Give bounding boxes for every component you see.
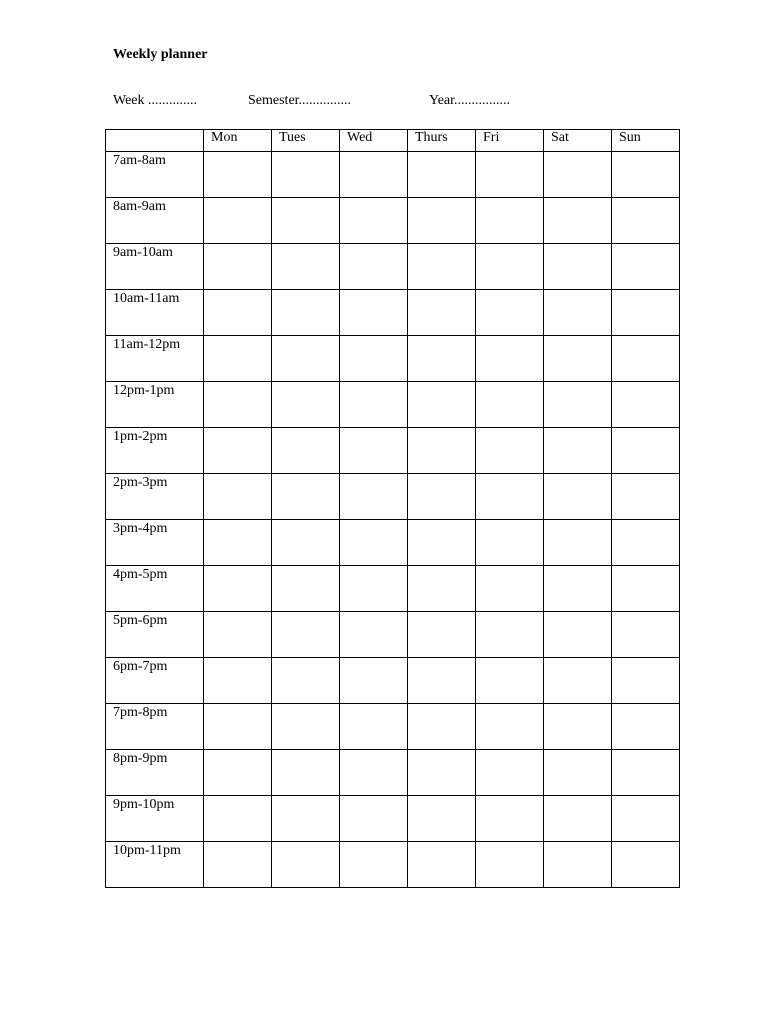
planner-cell[interactable] [340, 336, 408, 382]
day-header-sun: Sun [612, 130, 680, 152]
time-slot-label: 12pm-1pm [106, 382, 204, 428]
weekly-planner-table [105, 129, 680, 888]
planner-cell[interactable] [544, 566, 612, 612]
table-row [106, 750, 680, 796]
planner-cell[interactable] [476, 704, 544, 750]
planner-cell[interactable] [476, 612, 544, 658]
year-field[interactable]: Year................ [429, 93, 511, 108]
table-row [106, 290, 680, 336]
planner-cell[interactable] [612, 428, 680, 474]
planner-cell[interactable] [408, 382, 476, 428]
planner-cell[interactable] [408, 704, 476, 750]
planner-cell[interactable] [476, 750, 544, 796]
planner-cell[interactable] [476, 244, 544, 290]
day-header-tues: Tues [272, 130, 340, 152]
planner-cell[interactable] [272, 290, 340, 336]
time-slot-label: 2pm-3pm [106, 474, 204, 520]
planner-cell[interactable] [272, 336, 340, 382]
planner-cell[interactable] [612, 474, 680, 520]
time-slot-label: 8am-9am [106, 198, 204, 244]
planner-cell[interactable] [408, 612, 476, 658]
planner-cell[interactable] [204, 152, 272, 198]
planner-cell[interactable] [272, 750, 340, 796]
time-slot-label: 11am-12pm [106, 336, 204, 382]
planner-cell[interactable] [340, 704, 408, 750]
planner-cell[interactable] [340, 842, 408, 888]
time-slot-label: 10pm-11pm [106, 842, 204, 888]
planner-cell[interactable] [544, 612, 612, 658]
table-row [106, 152, 680, 198]
table-row [106, 566, 680, 612]
planner-cell[interactable] [204, 612, 272, 658]
time-slot-label: 9am-10am [106, 244, 204, 290]
planner-cell[interactable] [340, 244, 408, 290]
planner-cell[interactable] [340, 474, 408, 520]
planner-cell[interactable] [408, 198, 476, 244]
table-row [106, 382, 680, 428]
planner-cell[interactable] [476, 520, 544, 566]
planner-cell[interactable] [272, 842, 340, 888]
planner-cell[interactable] [544, 152, 612, 198]
planner-cell[interactable] [612, 750, 680, 796]
planner-cell[interactable] [272, 382, 340, 428]
planner-cell[interactable] [408, 796, 476, 842]
planner-cell[interactable] [272, 244, 340, 290]
time-slot-label: 7pm-8pm [106, 704, 204, 750]
planner-cell[interactable] [340, 290, 408, 336]
planner-cell[interactable] [612, 704, 680, 750]
planner-cell[interactable] [612, 842, 680, 888]
table-row [106, 198, 680, 244]
planner-cell[interactable] [204, 428, 272, 474]
planner-cell[interactable] [340, 796, 408, 842]
planner-cell[interactable] [204, 842, 272, 888]
table-row [106, 796, 680, 842]
semester-field[interactable]: Semester............... [248, 93, 352, 108]
planner-cell[interactable] [476, 566, 544, 612]
planner-cell[interactable] [476, 658, 544, 704]
table-row [106, 520, 680, 566]
planner-cell[interactable] [612, 612, 680, 658]
planner-cell[interactable] [544, 658, 612, 704]
time-slot-label: 3pm-4pm [106, 520, 204, 566]
table-row [106, 244, 680, 290]
planner-cell[interactable] [340, 658, 408, 704]
table-row [106, 336, 680, 382]
day-header-wed: Wed [340, 130, 408, 152]
planner-cell[interactable] [544, 842, 612, 888]
planner-cell[interactable] [612, 244, 680, 290]
planner-cell[interactable] [544, 704, 612, 750]
planner-cell[interactable] [476, 336, 544, 382]
planner-cell[interactable] [612, 520, 680, 566]
planner-cell[interactable] [272, 796, 340, 842]
planner-cell[interactable] [340, 566, 408, 612]
planner-cell[interactable] [408, 842, 476, 888]
time-slot-label: 9pm-10pm [106, 796, 204, 842]
planner-cell[interactable] [544, 474, 612, 520]
time-slot-label: 10am-11am [106, 290, 204, 336]
planner-cell[interactable] [272, 566, 340, 612]
planner-cell[interactable] [476, 842, 544, 888]
time-slot-label: 1pm-2pm [106, 428, 204, 474]
planner-cell[interactable] [408, 428, 476, 474]
planner-cell[interactable] [408, 244, 476, 290]
planner-cell[interactable] [340, 612, 408, 658]
planner-cell[interactable] [612, 198, 680, 244]
planner-cell[interactable] [272, 428, 340, 474]
planner-cell[interactable] [476, 198, 544, 244]
planner-cell[interactable] [272, 198, 340, 244]
planner-cell[interactable] [612, 796, 680, 842]
planner-cell[interactable] [408, 566, 476, 612]
planner-cell[interactable] [544, 336, 612, 382]
time-slot-label: 7am-8am [106, 152, 204, 198]
planner-cell[interactable] [204, 796, 272, 842]
planner-cell[interactable] [612, 290, 680, 336]
planner-cell[interactable] [204, 290, 272, 336]
planner-cell[interactable] [408, 290, 476, 336]
planner-cell[interactable] [408, 474, 476, 520]
page-title: Weekly planner [113, 47, 208, 62]
planner-cell[interactable] [544, 428, 612, 474]
day-header-thurs: Thurs [408, 130, 476, 152]
planner-cell[interactable] [204, 566, 272, 612]
planner-cell[interactable] [204, 474, 272, 520]
table-row [106, 612, 680, 658]
day-header-fri: Fri [476, 130, 544, 152]
planner-cell[interactable] [476, 796, 544, 842]
planner-cell[interactable] [204, 750, 272, 796]
table-row [106, 842, 680, 888]
planner-cell[interactable] [476, 152, 544, 198]
day-header-sat: Sat [544, 130, 612, 152]
planner-cell[interactable] [408, 520, 476, 566]
planner-cell[interactable] [272, 152, 340, 198]
day-header-mon: Mon [204, 130, 272, 152]
planner-cell[interactable] [272, 612, 340, 658]
planner-cell[interactable] [340, 198, 408, 244]
time-slot-label: 8pm-9pm [106, 750, 204, 796]
planner-cell[interactable] [272, 520, 340, 566]
planner-cell[interactable] [340, 382, 408, 428]
planner-cell[interactable] [544, 244, 612, 290]
table-row [106, 474, 680, 520]
planner-cell[interactable] [408, 336, 476, 382]
planner-cell[interactable] [272, 658, 340, 704]
planner-cell[interactable] [204, 382, 272, 428]
planner-cell[interactable] [204, 336, 272, 382]
planner-cell[interactable] [476, 382, 544, 428]
planner-cell[interactable] [544, 290, 612, 336]
planner-cell[interactable] [544, 796, 612, 842]
planner-cell[interactable] [544, 198, 612, 244]
planner-cell[interactable] [408, 658, 476, 704]
header-row [106, 130, 680, 152]
planner-cell[interactable] [408, 152, 476, 198]
planner-cell[interactable] [612, 336, 680, 382]
planner-cell[interactable] [204, 198, 272, 244]
table-row [106, 658, 680, 704]
planner-cell[interactable] [340, 750, 408, 796]
week-field[interactable]: Week .............. [113, 93, 198, 108]
planner-cell[interactable] [204, 520, 272, 566]
planner-cell[interactable] [340, 520, 408, 566]
planner-cell[interactable] [612, 566, 680, 612]
table-row [106, 704, 680, 750]
planner-cell[interactable] [544, 520, 612, 566]
planner-cell[interactable] [612, 382, 680, 428]
planner-cell[interactable] [204, 658, 272, 704]
planner-cell[interactable] [340, 428, 408, 474]
time-slot-label: 4pm-5pm [106, 566, 204, 612]
planner-cell[interactable] [544, 382, 612, 428]
planner-cell[interactable] [408, 750, 476, 796]
planner-cell[interactable] [476, 428, 544, 474]
planner-cell[interactable] [476, 474, 544, 520]
planner-cell[interactable] [204, 244, 272, 290]
time-slot-label: 6pm-7pm [106, 658, 204, 704]
planner-cell[interactable] [340, 152, 408, 198]
planner-cell[interactable] [612, 152, 680, 198]
planner-cell[interactable] [272, 704, 340, 750]
time-slot-label: 5pm-6pm [106, 612, 204, 658]
table-row [106, 428, 680, 474]
planner-cell[interactable] [272, 474, 340, 520]
planner-cell[interactable] [612, 658, 680, 704]
planner-cell[interactable] [476, 290, 544, 336]
planner-cell[interactable] [204, 704, 272, 750]
corner-cell [106, 130, 204, 152]
planner-cell[interactable] [544, 750, 612, 796]
